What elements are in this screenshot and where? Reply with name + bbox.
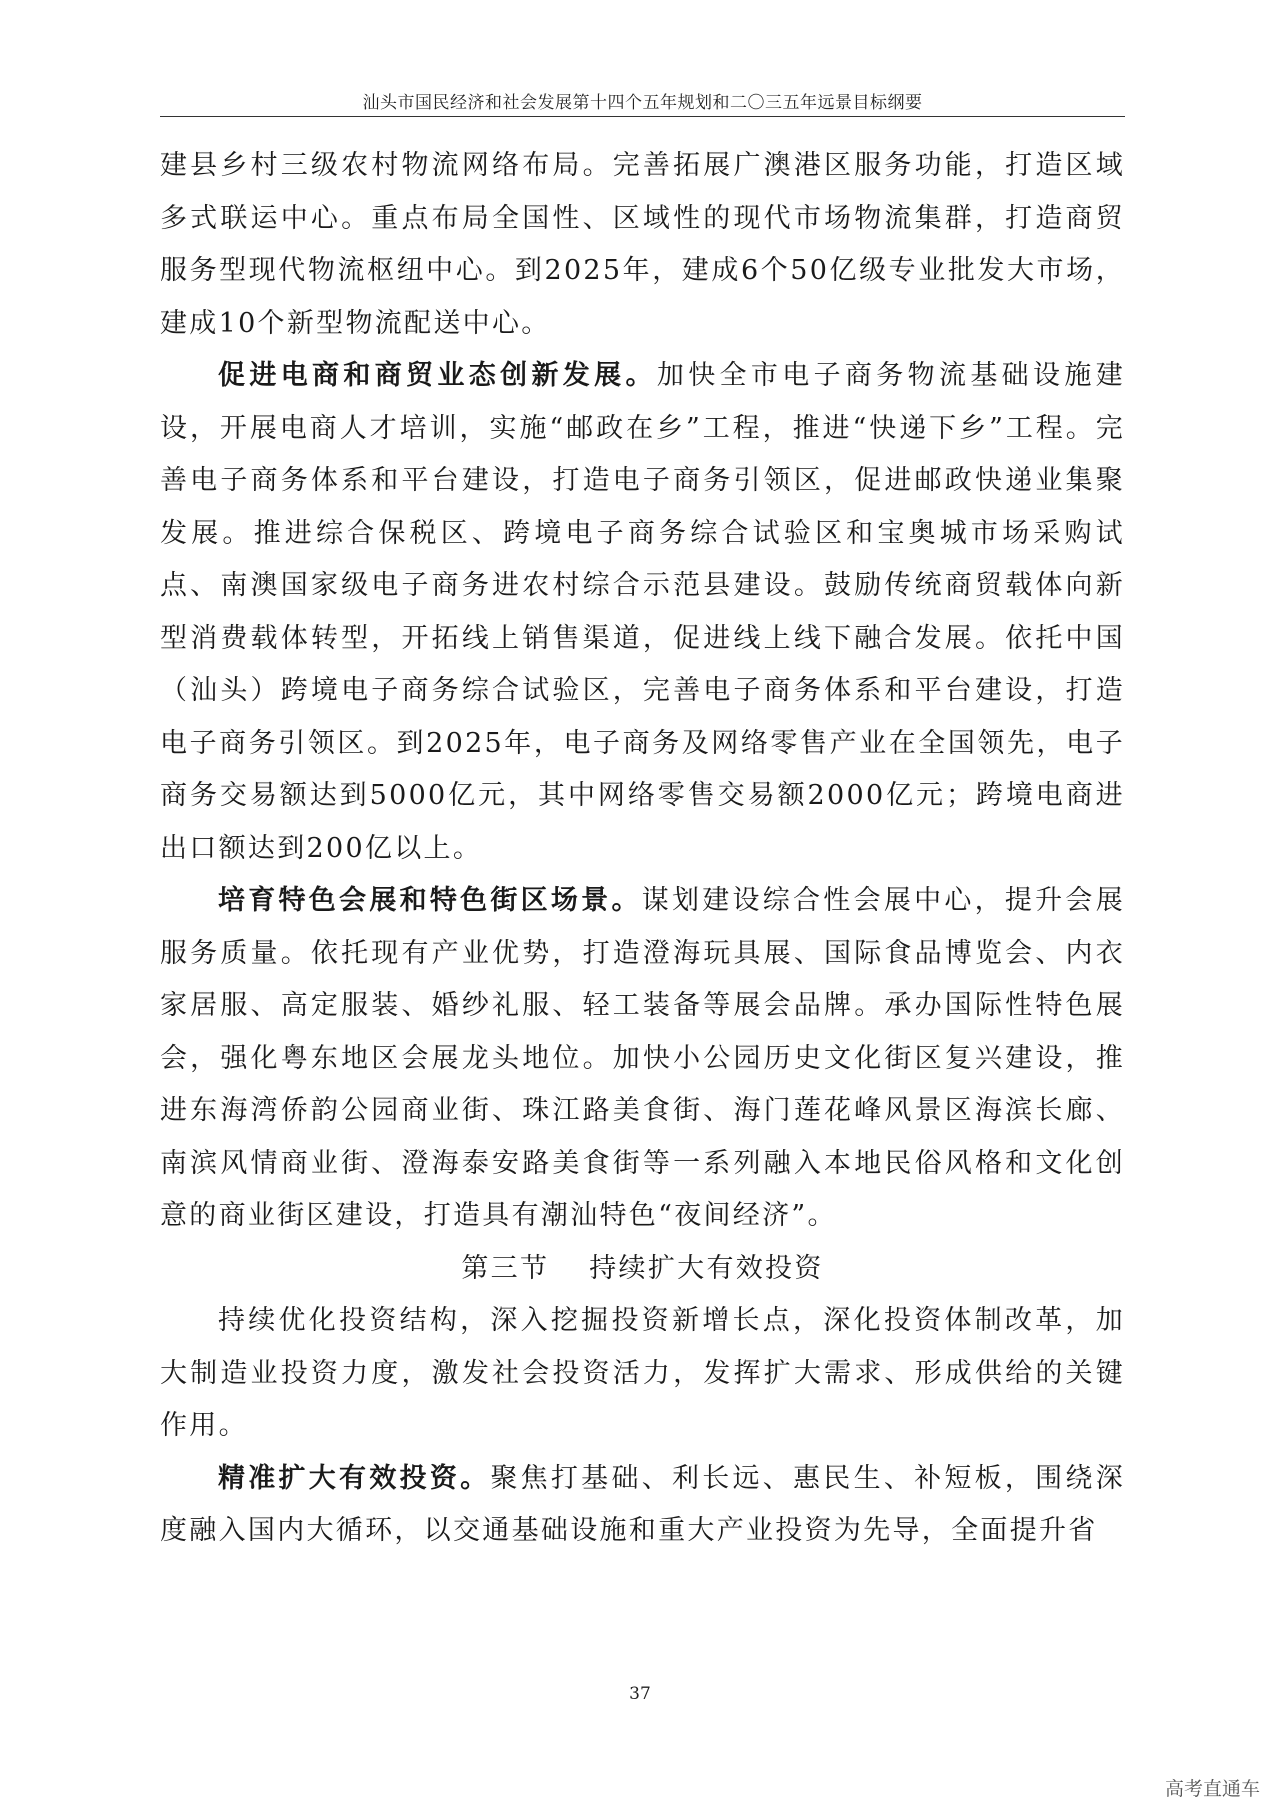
section-title: 持续扩大有效投资 bbox=[589, 1252, 824, 1284]
paragraph-lead: 促进电商和商贸业态创新发展。 bbox=[218, 360, 657, 391]
running-header: 汕头市国民经济和社会发展第十四个五年规划和二〇三五年远景目标纲要 bbox=[362, 93, 923, 113]
header-rule bbox=[160, 116, 1125, 117]
paragraph-investment-intro bbox=[160, 1295, 1125, 1453]
paragraph-logistics bbox=[160, 140, 1125, 350]
paragraph-text: 建县乡村三级农村物流网络布局。完善拓展广澳港区服务功能，打造区域多式联运中心。重点布局全国性、区域性的现代市场物流集群，打造商贸服务型现代物流枢纽中心。到2025年，建成6个50亿级专业批发大市场，建成10个新型物流配送中心。 bbox=[160, 150, 1125, 339]
section-number: 第三节 bbox=[461, 1252, 550, 1284]
paragraph-ecommerce bbox=[160, 350, 1125, 875]
paragraph-text: 聚焦打基础、利长远、惠民生、补短板，围绕深度融入国内大循环，以交通基础设施和重大产业投资为先导，全面提升省 bbox=[160, 1462, 1125, 1546]
paragraph-effective-investment bbox=[160, 1453, 1125, 1558]
section-heading bbox=[160, 1243, 1125, 1296]
paragraph-lead: 精准扩大有效投资。 bbox=[218, 1462, 491, 1494]
paragraph-text: 谋划建设综合性会展中心，提升会展服务质量。依托现有产业优势，打造澄海玩具展、国际食品博览会、内衣家居服、高定服装、婚纱礼服、轻工装备等展会品牌。承办国际性特色展会，强化粤东地区会展龙头地位。加快小公园历史文化街区复兴建设，推进东海湾侨韵公园商业街、珠江路美食街、海门莲花峰风景区海滨长廊、南滨风情商业街、澄海泰安路美食街等一系列融入本地民俗风格和文化创意的商业街区建设，打造具有潮汕特色“夜间经济”。 bbox=[160, 885, 1125, 1231]
paragraph-exhibition bbox=[160, 875, 1125, 1243]
paragraph-text: 加快全市电子商务物流基础设施建设，开展电商人才培训，实施“邮政在乡”工程，推进“快递下乡”工程。完善电子商务体系和平台建设，打造电子商务引领区，促进邮政快递业集聚发展。推进综合保税区、跨境电子商务综合试验区和宝奥城市场采购试点、南澳国家级电子商务进农村综合示范县建设。鼓励传统商贸载体向新型消费载体转型，开拓线上销售渠道，促进线上线下融合发展。依托中国（汕头）跨境电子商务综合试验区，完善电子商务体系和平台建设，打造电子商务引领区。到2025年，电子商务及网络零售产业在全国领先，电子商务交易额达到5000亿元，其中网络零售交易额2000亿元；跨境电商进出口额达到200亿以上。 bbox=[160, 360, 1126, 864]
page-number: 37 bbox=[629, 1684, 651, 1704]
paragraph-text: 持续优化投资结构，深入挖掘投资新增长点，深化投资体制改革，加大制造业投资力度，激发社会投资活力，发挥扩大需求、形成供给的关键作用。 bbox=[160, 1305, 1125, 1441]
body-text bbox=[160, 140, 1125, 1558]
paragraph-lead: 培育特色会展和特色街区场景。 bbox=[218, 885, 642, 916]
watermark: 高考直通车 bbox=[1164, 1778, 1260, 1800]
